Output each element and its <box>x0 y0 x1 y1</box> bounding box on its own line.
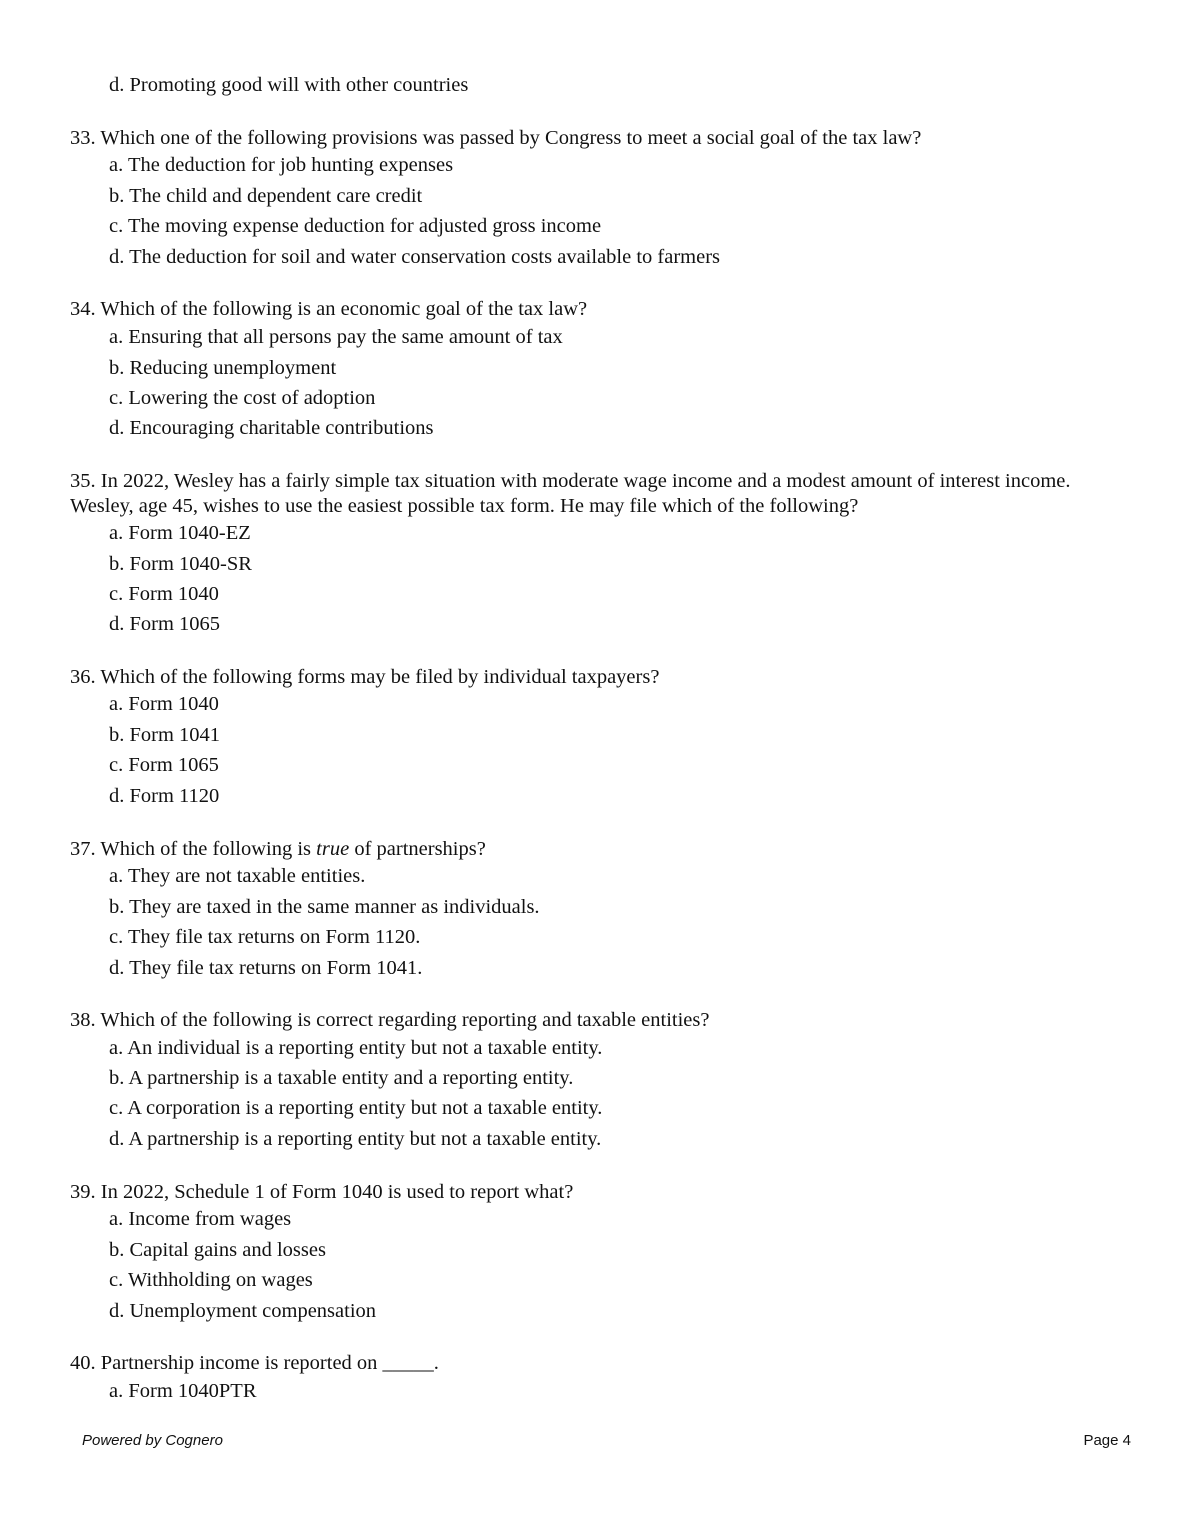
q33-option-b: b. The child and dependent care credit <box>109 185 423 207</box>
q35-option-d: d. Form 1065 <box>109 613 221 635</box>
q37-prompt-after: of partnerships? <box>349 838 486 860</box>
q35-prompt-line1: 35. In 2022, Wesley has a fairly simple tax situation with moderate wage income and a modest amount of interest income. <box>70 470 1071 492</box>
page-number: Page 4 <box>1083 1432 1131 1449</box>
q38-option-d: d. A partnership is a reporting entity but not a taxable entity. <box>109 1128 602 1150</box>
q40-prompt: 40. Partnership income is reported on _____. <box>70 1352 439 1374</box>
q37-prompt-emphasis: true <box>316 838 350 860</box>
q38-option-c: c. A corporation is a reporting entity but not a taxable entity. <box>109 1097 603 1119</box>
q39-prompt: 39. In 2022, Schedule 1 of Form 1040 is used to report what? <box>70 1181 574 1203</box>
q33-prompt: 33. Which one of the following provisions was passed by Congress to meet a social goal of the tax law? <box>70 127 922 149</box>
q37-option-a: a. They are not taxable entities. <box>109 865 366 887</box>
q35-option-b: b. Form 1040-SR <box>109 553 252 575</box>
q34-option-d: d. Encouraging charitable contributions <box>109 417 434 439</box>
q35-prompt-line2: Wesley, age 45, wishes to use the easiest possible tax form. He may file which of the following? <box>70 495 859 517</box>
q39-option-c: c. Withholding on wages <box>109 1269 313 1291</box>
q36-option-d: d. Form 1120 <box>109 785 220 807</box>
q32-option-d: d. Promoting good will with other countries <box>109 74 469 96</box>
q37-prompt <box>70 837 486 861</box>
powered-by-footer: Powered by Cognero <box>82 1432 223 1449</box>
q35-option-c: c. Form 1040 <box>109 583 219 605</box>
q37-option-b: b. They are taxed in the same manner as individuals. <box>109 896 540 918</box>
q36-prompt: 36. Which of the following forms may be filed by individual taxpayers? <box>70 666 660 688</box>
q38-option-a: a. An individual is a reporting entity but not a taxable entity. <box>109 1037 603 1059</box>
q37-option-c: c. They file tax returns on Form 1120. <box>109 926 421 948</box>
q34-prompt: 34. Which of the following is an economic goal of the tax law? <box>70 298 588 320</box>
q37-option-d: d. They file tax returns on Form 1041. <box>109 957 423 979</box>
q39-option-a: a. Income from wages <box>109 1208 292 1230</box>
q34-option-b: b. Reducing unemployment <box>109 357 337 379</box>
q34-option-c: c. Lowering the cost of adoption <box>109 387 376 409</box>
q33-option-c: c. The moving expense deduction for adjusted gross income <box>109 215 602 237</box>
q33-option-d: d. The deduction for soil and water conservation costs available to farmers <box>109 246 721 268</box>
q38-option-b: b. A partnership is a taxable entity and a reporting entity. <box>109 1067 574 1089</box>
q37-prompt-before: 37. Which of the following is <box>70 838 317 860</box>
q39-option-b: b. Capital gains and losses <box>109 1239 326 1261</box>
q36-option-c: c. Form 1065 <box>109 754 219 776</box>
q36-option-a: a. Form 1040 <box>109 693 219 715</box>
q36-option-b: b. Form 1041 <box>109 724 221 746</box>
q33-option-a: a. The deduction for job hunting expenses <box>109 154 454 176</box>
q39-option-d: d. Unemployment compensation <box>109 1300 377 1322</box>
q38-prompt: 38. Which of the following is correct regarding reporting and taxable entities? <box>70 1009 710 1031</box>
q34-option-a: a. Ensuring that all persons pay the same amount of tax <box>109 326 563 348</box>
q40-option-a: a. Form 1040PTR <box>109 1380 257 1402</box>
q35-option-a: a. Form 1040-EZ <box>109 522 251 544</box>
